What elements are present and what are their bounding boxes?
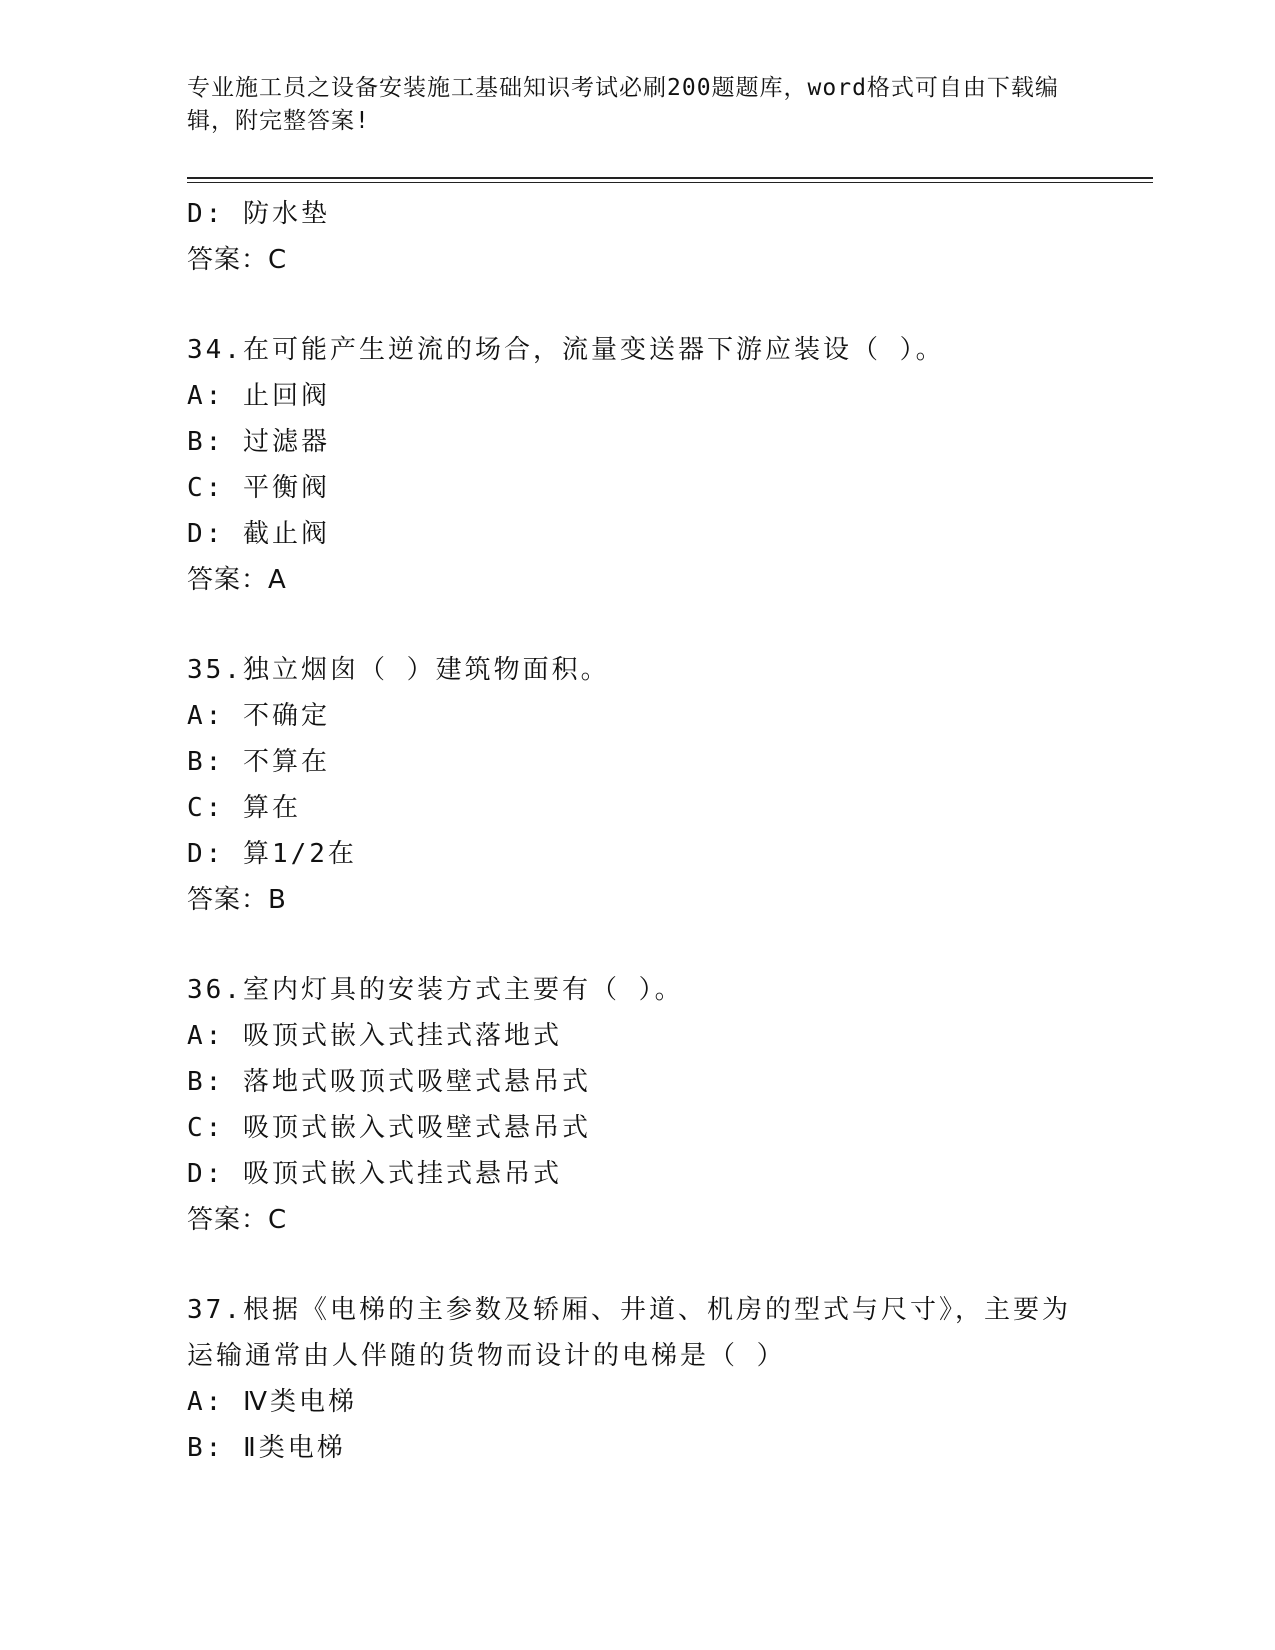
option-c: C: 算在 bbox=[187, 793, 301, 823]
question-text: 36.室内灯具的安装方式主要有（ ）。 bbox=[187, 975, 684, 1005]
question-text: 37.根据《电梯的主参数及轿厢、井道、机房的型式与尺寸》，主要为运输通常由人伴随的货物而设计的电梯是（ ） bbox=[187, 1295, 1071, 1371]
option-b: B: Ⅱ类电梯 bbox=[187, 1433, 346, 1463]
option-d: D: 算1/2在 bbox=[187, 839, 357, 869]
option-b: B: 不算在 bbox=[187, 747, 330, 777]
header-divider bbox=[187, 177, 1153, 179]
option-a: A: 吸顶式嵌入式挂式落地式 bbox=[187, 1021, 562, 1051]
option-d: D: 吸顶式嵌入式挂式悬吊式 bbox=[187, 1159, 562, 1189]
question-text: 34.在可能产生逆流的场合，流量变送器下游应装设（ ）。 bbox=[187, 335, 945, 365]
answer-line: 答案：A bbox=[187, 565, 287, 595]
answer-line: 答案：B bbox=[187, 885, 287, 915]
option-c: C: 吸顶式嵌入式吸壁式悬吊式 bbox=[187, 1113, 591, 1143]
question-36 bbox=[187, 967, 1087, 1243]
option-d: D: 截止阀 bbox=[187, 519, 330, 549]
document-header: 专业施工员之设备安装施工基础知识考试必刷200题题库，word格式可自由下载编辑，附完整答案! bbox=[187, 75, 1059, 134]
option-a: A: 止回阀 bbox=[187, 381, 330, 411]
option-a: A: 不确定 bbox=[187, 701, 330, 731]
question-34 bbox=[187, 327, 1087, 603]
header-divider-thin bbox=[187, 182, 1153, 183]
question-35 bbox=[187, 647, 1087, 923]
option-b: B: 过滤器 bbox=[187, 427, 330, 457]
option-d: D: 防水垫 bbox=[187, 199, 330, 229]
question-list bbox=[187, 191, 1087, 1471]
question-37 bbox=[187, 1287, 1087, 1471]
question-text: 35.独立烟囱（ ）建筑物面积。 bbox=[187, 655, 610, 685]
answer-line: 答案：C bbox=[187, 1205, 288, 1235]
option-b: B: 落地式吸顶式吸壁式悬吊式 bbox=[187, 1067, 591, 1097]
answer-line: 答案：C bbox=[187, 245, 288, 275]
option-a: A: Ⅳ类电梯 bbox=[187, 1387, 357, 1417]
option-c: C: 平衡阀 bbox=[187, 473, 330, 503]
previous-question-tail bbox=[187, 191, 1087, 283]
